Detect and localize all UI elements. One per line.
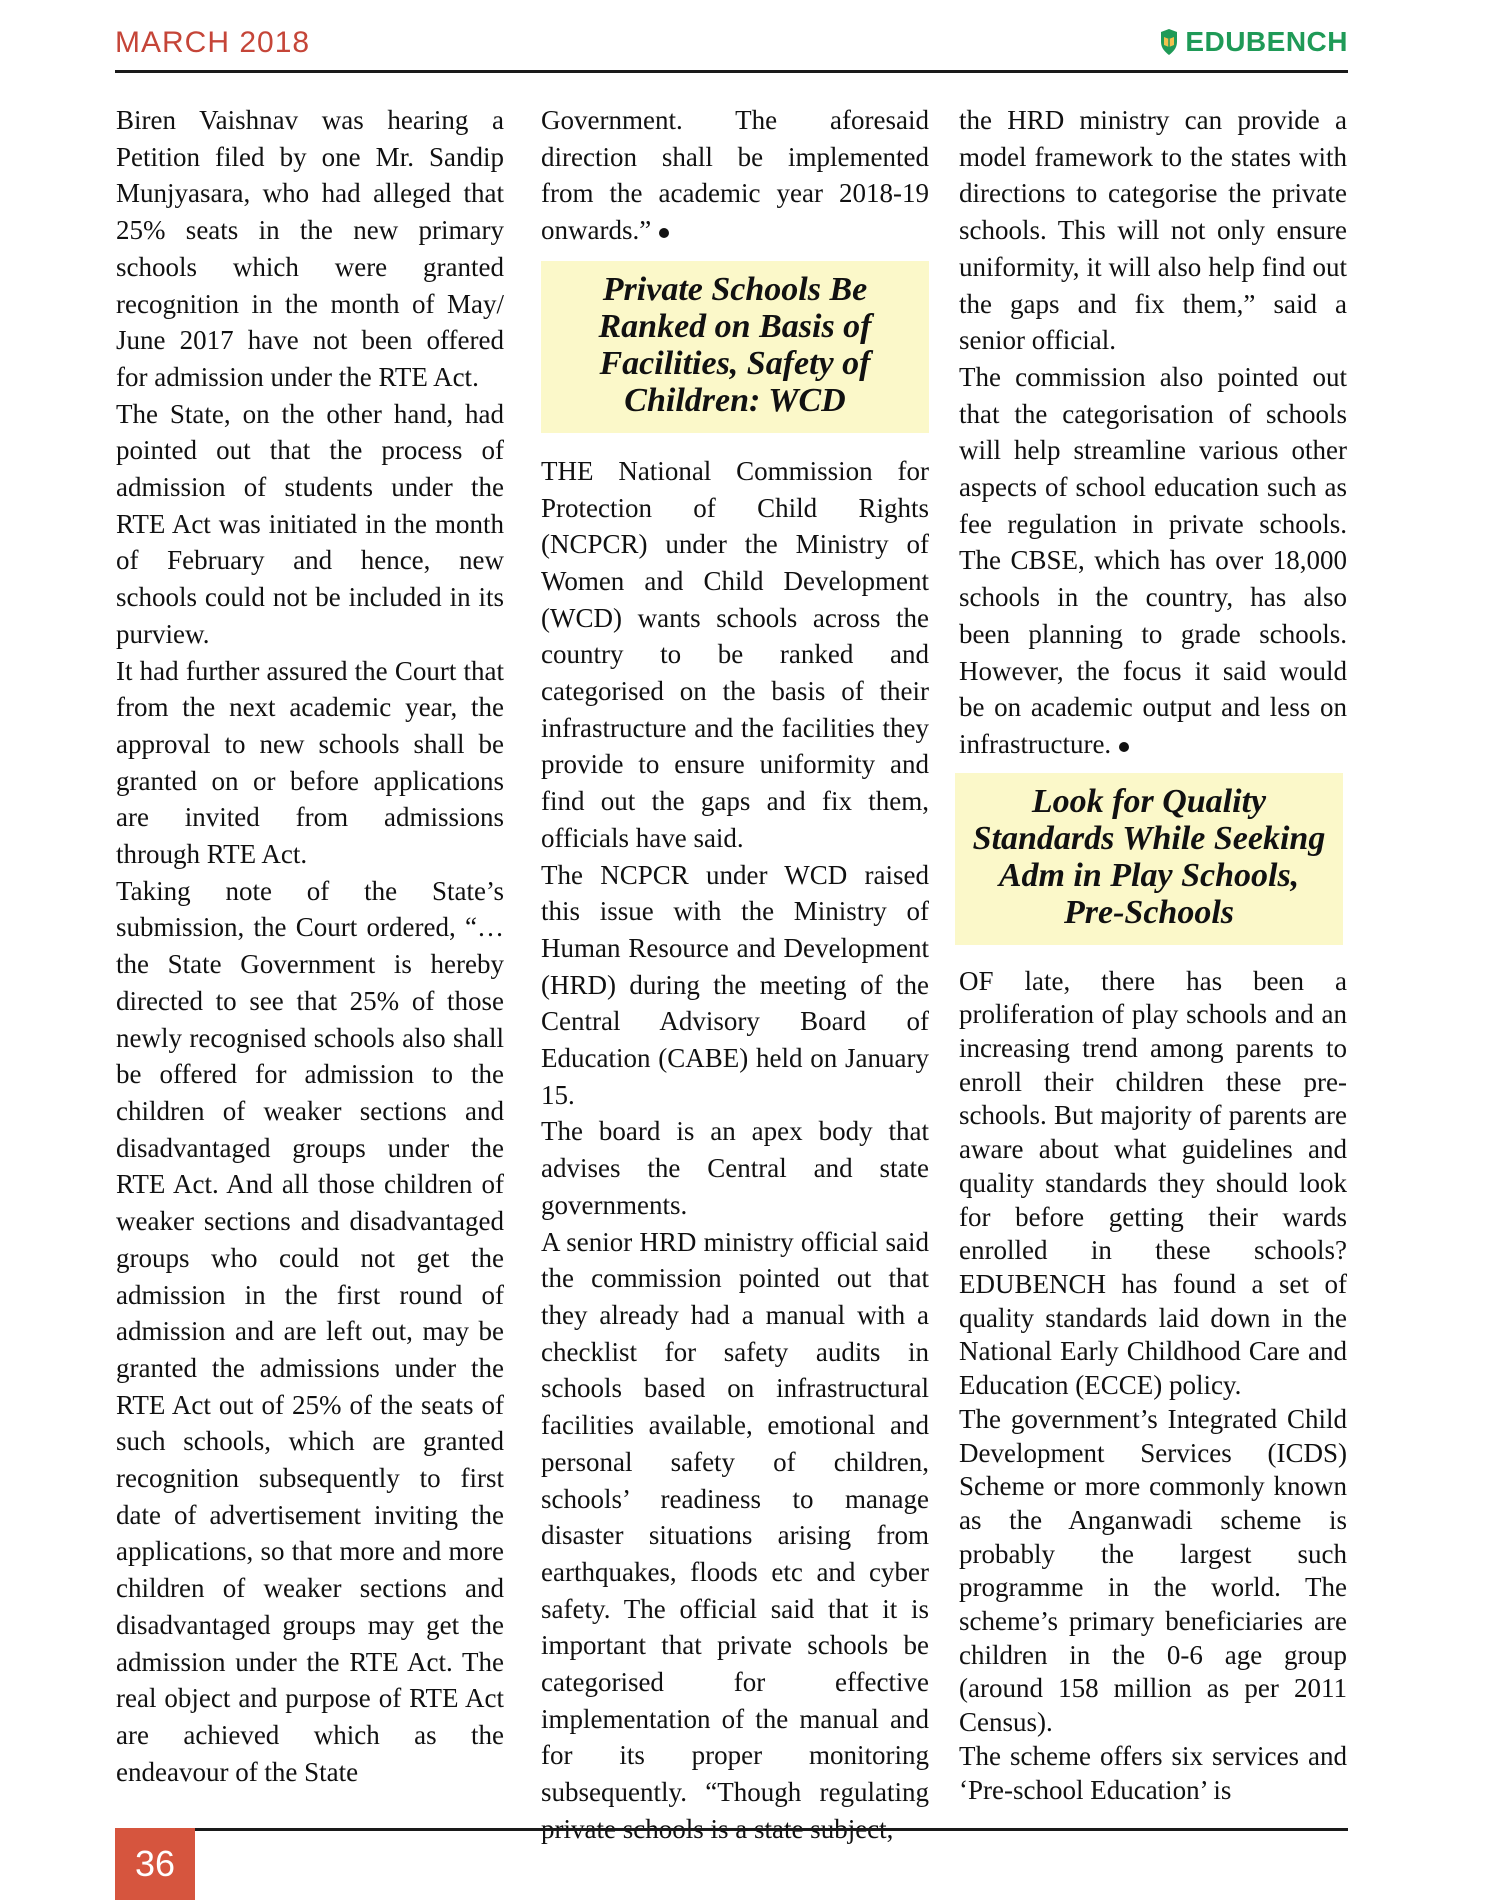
- brand-logo: [1159, 26, 1348, 58]
- article-column-3: [959, 102, 1347, 1805]
- page-header: [115, 26, 1348, 73]
- article-paragraph: The State, on the other hand, had pointed out that the process of admission of students under the RTE Act was initiated in the month of February and hence, new schools could not be included in its purview.: [116, 398, 504, 649]
- article-body-play-schools: [959, 965, 1347, 1808]
- article-paragraph: The NCPCR under WCD raised this issue with the Ministry of Human Resource and Development (HRD) during the meeting of the Central Advisory Board of Education (CABE) held on January 15.: [541, 859, 929, 1110]
- article-paragraph: [959, 359, 1347, 763]
- page-number: 36: [115, 1828, 195, 1900]
- article-paragraph: Taking note of the State’s submission, the Court ordered, “…the State Government is hereby directed to see that 25% of those newly recognised schools also shall be offered for admission to the children of weaker sections and disadvantaged groups under the RTE Act. And all those children of weaker sections and disadvantaged groups who could not get the admission in the first round of admission and are left out, may be granted the admissions under the RTE Act out of 25% of the seats of such schools, which are granted recognition subsequently to first date of advertisement inviting the applications, so that more and more children of weaker sections and disadvantaged groups may get the admission under the RTE Act. The real object and purpose of RTE Act are achieved which as the endeavour of the State: [116, 875, 504, 1787]
- article-paragraph: OF late, there has been a proliferation of play schools and an increasing trend among parents to enroll their children these pre-schools. But majority of parents are aware about what guidelines and quality standards they should look for before getting their wards enrolled in these schools? EDUBENCH has found a set of quality standards laid down in the National Early Childhood Care and Education (ECCE) policy.: [959, 965, 1347, 1401]
- article-paragraph: THE National Commission for Protection of Child Rights (NCPCR) under the Ministry of Women and Child Development (WCD) wants schools across the country to be ranked and categorised on the basis of their infrastructure and the facilities they provide to ensure uniformity and find out the gaps and fix them, officials have said.: [541, 455, 929, 853]
- article-paragraph: A senior HRD ministry official said the commission pointed out that they already had a manual with a checklist for safety audits in schools based on infrastructural facilities available, emotional and personal safety of children, schools’ readiness to manage disaster situations arising from earthquakes, floods etc and cyber safety. The official said that it is important that private schools be categorised for effective implementation of the manual and for its proper monitoring subsequently. “Though regulating private schools is a state subject,: [541, 1226, 929, 1844]
- article-paragraph: The scheme offers six services and ‘Pre-school Education’ is: [959, 1740, 1347, 1805]
- article-lead-text: Government. The aforesaid direction shall be implemented from the academic year 2018-19 onwards.”: [541, 105, 929, 246]
- article-paragraph-text: The commission also pointed out that the categorisation of schools will help streamline various other aspects of school education such as fee regulation in private schools. The CBSE, which has over 18,000 schools in the country, has also been planning to grade schools. However, the focus it said would be on academic output and less on infrastructure.: [959, 361, 1347, 759]
- shield-book-icon: [1159, 28, 1179, 56]
- article-paragraph: [541, 102, 929, 249]
- footer-rule: [115, 1828, 1348, 1831]
- article-column-2: [541, 102, 929, 1844]
- article-paragraph: It had further assured the Court that from the next academic year, the approval to new schools shall be granted on or before applications are invited from admissions through RTE Act.: [116, 655, 504, 870]
- headline-private-schools-ranking: Private Schools Be Ranked on Basis of Facilities, Safety of Children: WCD: [541, 261, 929, 433]
- article-paragraph: Biren Vaishnav was hearing a Petition filed by one Mr. Sandip Munjyasara, who had alleged that 25% seats in the new primary schools which were granted recognition in the month of May/ June 2017 have not been offered for admission under the RTE Act.: [116, 105, 504, 392]
- headline-quality-standards-play-schools: Look for Quality Standards While Seeking Adm in Play Schools, Pre-Schools: [955, 773, 1343, 945]
- article-paragraph: the HRD ministry can provide a model framework to the states with directions to categorise the private schools. This will not only ensure uniformity, it will also help find out the gaps and fix them,” said a senior official.: [959, 105, 1347, 356]
- end-mark-bullet: [659, 228, 669, 238]
- article-paragraph: The board is an apex body that advises the Central and state governments.: [541, 1116, 929, 1220]
- end-mark-bullet: [1119, 742, 1129, 752]
- article-paragraph: The government’s Integrated Child Development Services (ICDS) Scheme or more commonly known as the Anganwadi scheme is probably the largest such programme in the world. The scheme’s primary beneficiaries are children in the 0-6 age group (around 158 million as per 2011 Census).: [959, 1403, 1347, 1738]
- article-column-1: [116, 102, 504, 1828]
- brand-name: EDUBENCH: [1185, 26, 1348, 57]
- issue-date: MARCH 2018: [115, 26, 311, 59]
